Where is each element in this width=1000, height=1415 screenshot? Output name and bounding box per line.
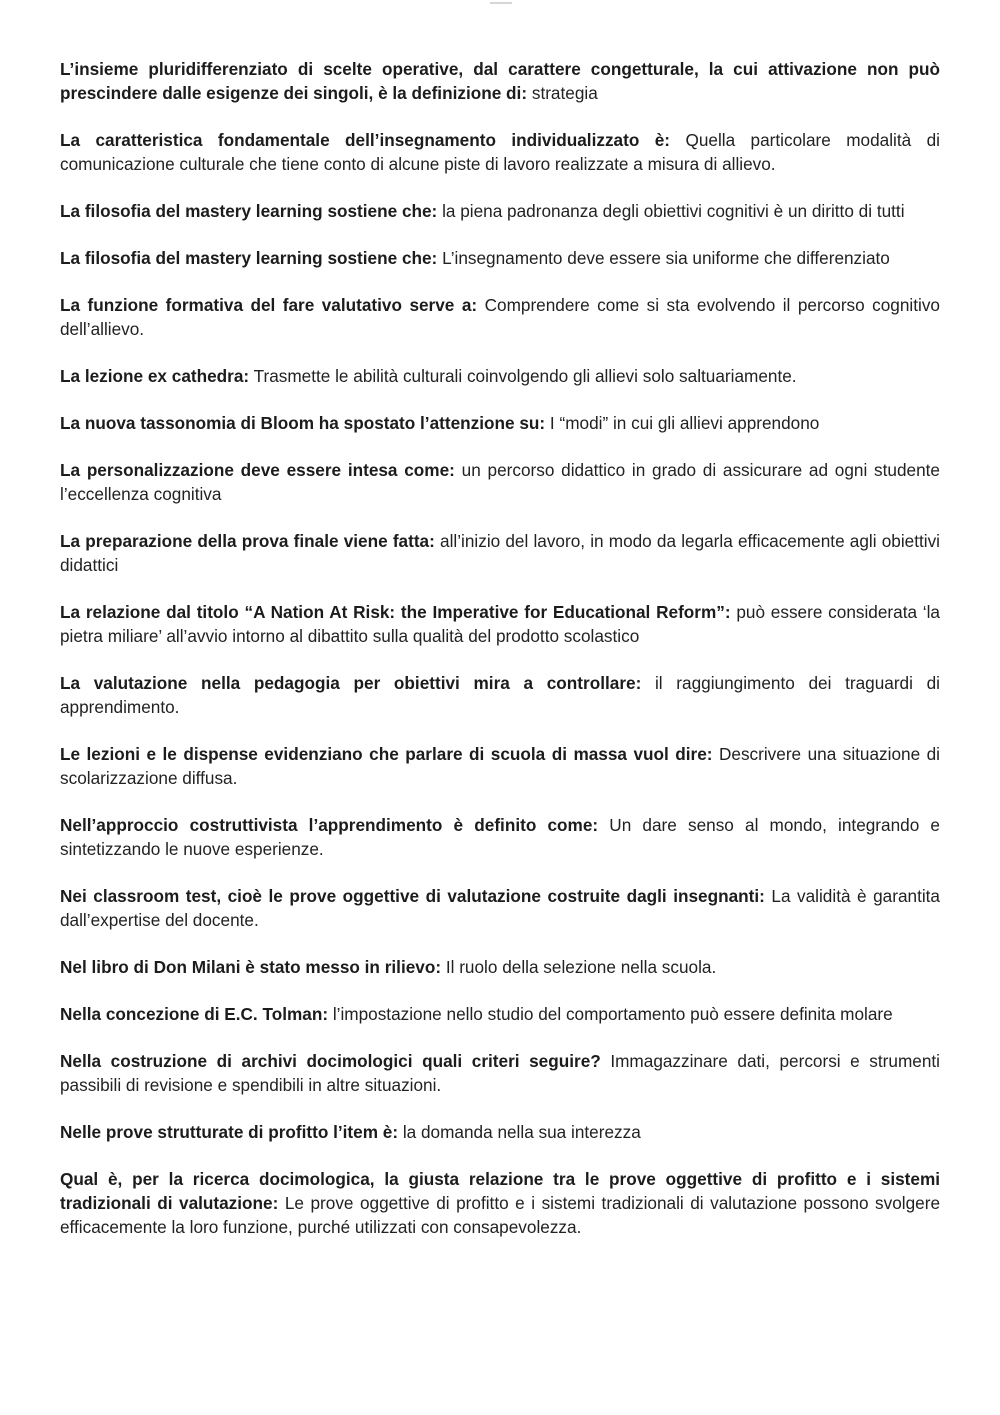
answer-text: può essere considerata ‘la pietra miliare’ all’avvio intorno al dibattito sulla qualità del prodotto scolastico — [60, 602, 940, 646]
qa-entry — [60, 1049, 940, 1097]
question-text: Qual è, per la ricerca docimologica, la giusta relazione tra le prove oggettive di profitto e i sistemi tradizionali di valutazione: — [60, 1169, 940, 1213]
answer-text: l’impostazione nello studio del comportamento può essere definita molare — [332, 1004, 893, 1024]
question-text: La filosofia del mastery learning sostiene che: — [60, 248, 438, 268]
answer-text: la piena padronanza degli obiettivi cognitivi è un diritto di tutti — [442, 201, 905, 221]
qa-entry — [60, 600, 940, 648]
question-text: Nella concezione di E.C. Tolman: — [60, 1004, 329, 1024]
header-mark — [490, 2, 512, 4]
question-text: La personalizzazione deve essere intesa come: — [60, 460, 455, 480]
question-text: La filosofia del mastery learning sostiene che: — [60, 201, 438, 221]
document-page — [60, 57, 940, 1262]
answer-text: Le prove oggettive di profitto e i sistemi tradizionali di valutazione possono svolgere efficacemente la loro funzione, purché utilizzati con consapevolezza. — [60, 1193, 941, 1237]
qa-entry — [60, 813, 940, 861]
qa-entry — [60, 364, 940, 388]
qa-entry — [60, 293, 940, 341]
answer-text: la domanda nella sua interezza — [402, 1122, 641, 1142]
question-text: La preparazione della prova finale viene fatta: — [60, 531, 435, 551]
question-text: La funzione formativa del fare valutativo serve a: — [60, 295, 478, 315]
question-text: Nelle prove strutturate di profitto l’item è: — [60, 1122, 399, 1142]
question-text: L’insieme pluridifferenziato di scelte operative, dal carattere congetturale, la cui attivazione non può prescindere dalle esigenze dei singoli, è la definizione di: — [60, 59, 940, 103]
answer-text: La validità è garantita dall’expertise del docente. — [60, 886, 940, 930]
question-text: La valutazione nella pedagogia per obiettivi mira a controllare: — [60, 673, 642, 693]
question-text: Nel libro di Don Milani è stato messo in rilievo: — [60, 957, 442, 977]
qa-entry — [60, 411, 940, 435]
qa-entry — [60, 955, 940, 979]
qa-entry — [60, 1002, 940, 1026]
qa-entry — [60, 884, 940, 932]
answer-text: all’inizio del lavoro, in modo da legarla efficacemente agli obiettivi didattici — [60, 531, 940, 575]
qa-entry — [60, 671, 940, 719]
answer-text: Comprendere come si sta evolvendo il percorso cognitivo dell’allievo. — [60, 295, 940, 339]
answer-text: il raggiungimento dei traguardi di apprendimento. — [60, 673, 940, 717]
answer-text: strategia — [531, 83, 598, 103]
qa-entry — [60, 742, 940, 790]
question-text: Le lezioni e le dispense evidenziano che parlare di scuola di massa vuol dire: — [60, 744, 713, 764]
answer-text: Immagazzinare dati, percorsi e strumenti passibili di revisione e spendibili in altre situazioni. — [60, 1051, 940, 1095]
answer-text: Il ruolo della selezione nella scuola. — [445, 957, 717, 977]
question-text: La caratteristica fondamentale dell’insegnamento individualizzato è: — [60, 130, 671, 150]
answer-text: Un dare senso al mondo, integrando e sintetizzando le nuove esperienze. — [60, 815, 940, 859]
qa-entry — [60, 458, 940, 506]
qa-entry — [60, 1120, 940, 1144]
question-text: Nella costruzione di archivi docimologici quali criteri seguire? — [60, 1051, 601, 1071]
answer-text: I “modi” in cui gli allievi apprendono — [549, 413, 820, 433]
qa-entry — [60, 1167, 940, 1239]
qa-entry — [60, 246, 940, 270]
qa-entry — [60, 57, 940, 105]
question-text: La lezione ex cathedra: — [60, 366, 250, 386]
answer-text: L’insegnamento deve essere sia uniforme che differenziato — [442, 248, 890, 268]
question-text: La nuova tassonomia di Bloom ha spostato l’attenzione su: — [60, 413, 546, 433]
answer-text: Quella particolare modalità di comunicazione culturale che tiene conto di alcune piste di lavoro realizzate a misura di allievo. — [60, 130, 940, 174]
answer-text: un percorso didattico in grado di assicurare ad ogni studente l’eccellenza cognitiva — [60, 460, 940, 504]
answer-text: Descrivere una situazione di scolarizzazione diffusa. — [60, 744, 940, 788]
qa-entry — [60, 199, 940, 223]
question-text: Nell’approccio costruttivista l’apprendimento è definito come: — [60, 815, 599, 835]
question-text: La relazione dal titolo “A Nation At Risk: the Imperative for Educational Reform”: — [60, 602, 731, 622]
question-text: Nei classroom test, cioè le prove oggettive di valutazione costruite dagli insegnanti: — [60, 886, 765, 906]
qa-entry — [60, 128, 940, 176]
answer-text: Trasmette le abilità culturali coinvolgendo gli allievi solo saltuariamente. — [253, 366, 797, 386]
qa-entry — [60, 529, 940, 577]
